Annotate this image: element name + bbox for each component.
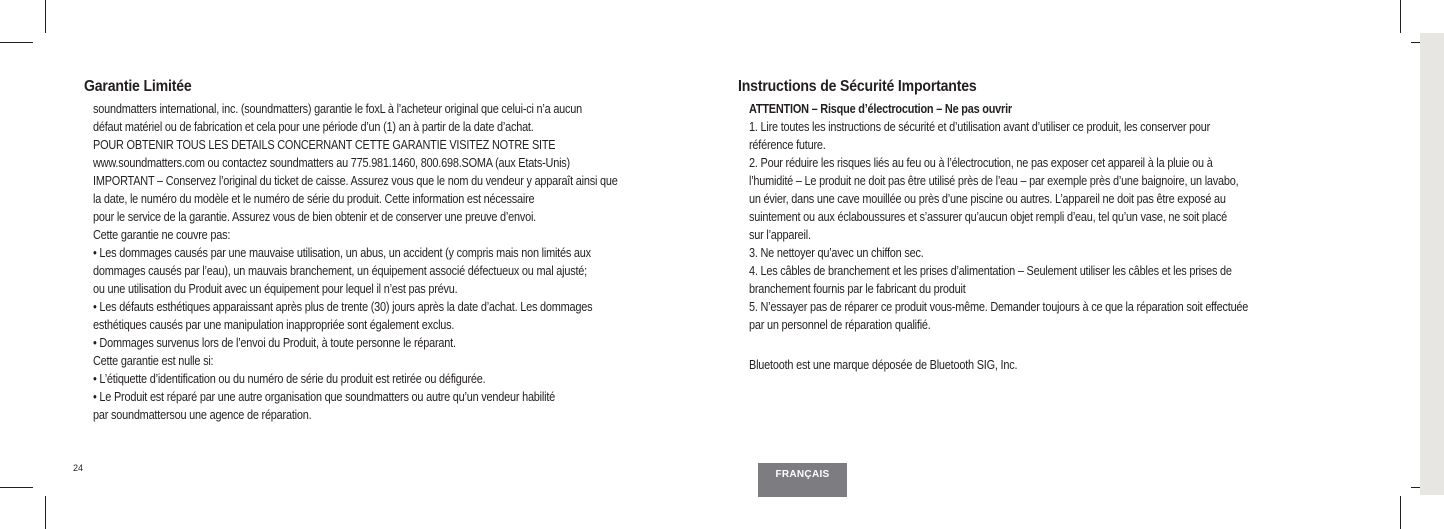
warranty-body (93, 100, 618, 424)
safety-lines (749, 118, 1248, 334)
text-line: POUR OBTENIR TOUS LES DETAILS CONCERNANT CETTE GARANTIE VISITEZ NOTRE SITE (93, 137, 556, 152)
text-line: un évier, dans une cave mouillée ou près d’une piscine ou autres. L’appareil ne doit pas être exposé au (749, 191, 1226, 206)
text-line: • Les dommages causés par une mauvaise utilisation, un abus, un accident (y compris mais non limités aux (93, 245, 591, 260)
text-line: ou une utilisation du Produit avec un équipement pour lequel il n’est pas prévu. (93, 281, 458, 296)
text-line: 1. Lire toutes les instructions de sécurité et d’utilisation avant d’utiliser ce produit, les conserver pour (749, 119, 1211, 134)
text-line: sur l’appareil. (749, 227, 811, 242)
text-line: référence future. (749, 137, 826, 152)
text-line: suintement ou aux éclaboussures et s’assurer qu’aucun objet rempli d’eau, tel qu’un vase, ne soit placé (749, 209, 1227, 224)
text-line: Cette garantie est nulle si: (93, 353, 214, 368)
text-line: 3. Ne nettoyer qu’avec un chiffon sec. (749, 245, 924, 260)
text-line: l’humidité – Le produit ne doit pas être utilisé près de l’eau – par exemple près d’une baignoire, un lavabo, (749, 173, 1239, 188)
text-line: 2. Pour réduire les risques liés au feu ou à l’électrocution, ne pas exposer cet appareil à la pluie ou à (749, 155, 1213, 170)
safety-body (749, 100, 1248, 374)
text-line: défaut matériel ou de fabrication et cela pour une période d’un (1) an à partir de la date d’achat. (93, 119, 534, 134)
text-line: www.soundmatters.com ou contactez soundmatters au 775.981.1460, 800.698.SOMA (aux Etats-Unis) (93, 155, 570, 170)
warranty-title: Garantie Limitée (84, 78, 192, 95)
text-line: la date, le numéro du modèle et le numéro de série du produit. Cette information est nécessaire (93, 191, 535, 206)
crop-mark (0, 487, 33, 488)
text-line: branchement fournis par le fabricant du produit (749, 281, 966, 296)
safety-title: Instructions de Sécurité Importantes (738, 78, 977, 95)
page-number: 24 (73, 463, 84, 473)
text-line: esthétiques causés par une manipulation inappropriée sont également exclus. (93, 317, 455, 332)
language-tab: FRANÇAIS (758, 463, 847, 497)
text-line: par soundmattersou une agence de réparation. (93, 407, 312, 422)
text-line: par un personnel de réparation qualifié. (749, 317, 931, 332)
crop-mark (0, 42, 33, 43)
text-line: dommages causés par l’eau), un mauvais branchement, un équipement associé défectueux ou mal ajusté; (93, 263, 587, 278)
text-line: • Les défauts esthétiques apparaissant après plus de trente (30) jours après la date d’achat. Les dommages (93, 299, 593, 314)
text-line: pour le service de la garantie. Assurez vous de bien obtenir et de conserver une preuve d’envoi. (93, 209, 537, 224)
text-line: • Dommages survenus lors de l’envoi du Produit, à toute personne le réparant. (93, 335, 456, 350)
safety-warning: ATTENTION – Risque d’électrocution – Ne pas ouvrir (749, 101, 1012, 116)
crop-mark (45, 496, 46, 529)
crop-mark (45, 0, 46, 33)
text-line: IMPORTANT – Conservez l’original du ticket de caisse. Assurez vous que le nom du vendeur y apparaît ainsi que (93, 173, 618, 188)
text-line: • Le Produit est réparé par une autre organisation que soundmatters ou autre qu’un vendeur habilité (93, 389, 556, 404)
page-edge-strip (1420, 33, 1444, 495)
text-line: 5. N’essayer pas de réparer ce produit vous-même. Demander toujours à ce que la réparation soit effectuée (749, 299, 1249, 314)
trademark-notice: Bluetooth est une marque déposée de Bluetooth SIG, Inc. (749, 357, 1018, 372)
crop-mark (1400, 0, 1401, 33)
crop-mark (1400, 496, 1401, 529)
text-line: Cette garantie ne couvre pas: (93, 227, 231, 242)
text-line: soundmatters international, inc. (soundmatters) garantie le foxL à l’acheteur original que celui-ci n’a aucun (93, 101, 583, 116)
text-line: • L’étiquette d’identification ou du numéro de série du produit est retirée ou défigurée. (93, 371, 486, 386)
text-line: 4. Les câbles de branchement et les prises d’alimentation – Seulement utiliser les câbles et les prises de (749, 263, 1232, 278)
